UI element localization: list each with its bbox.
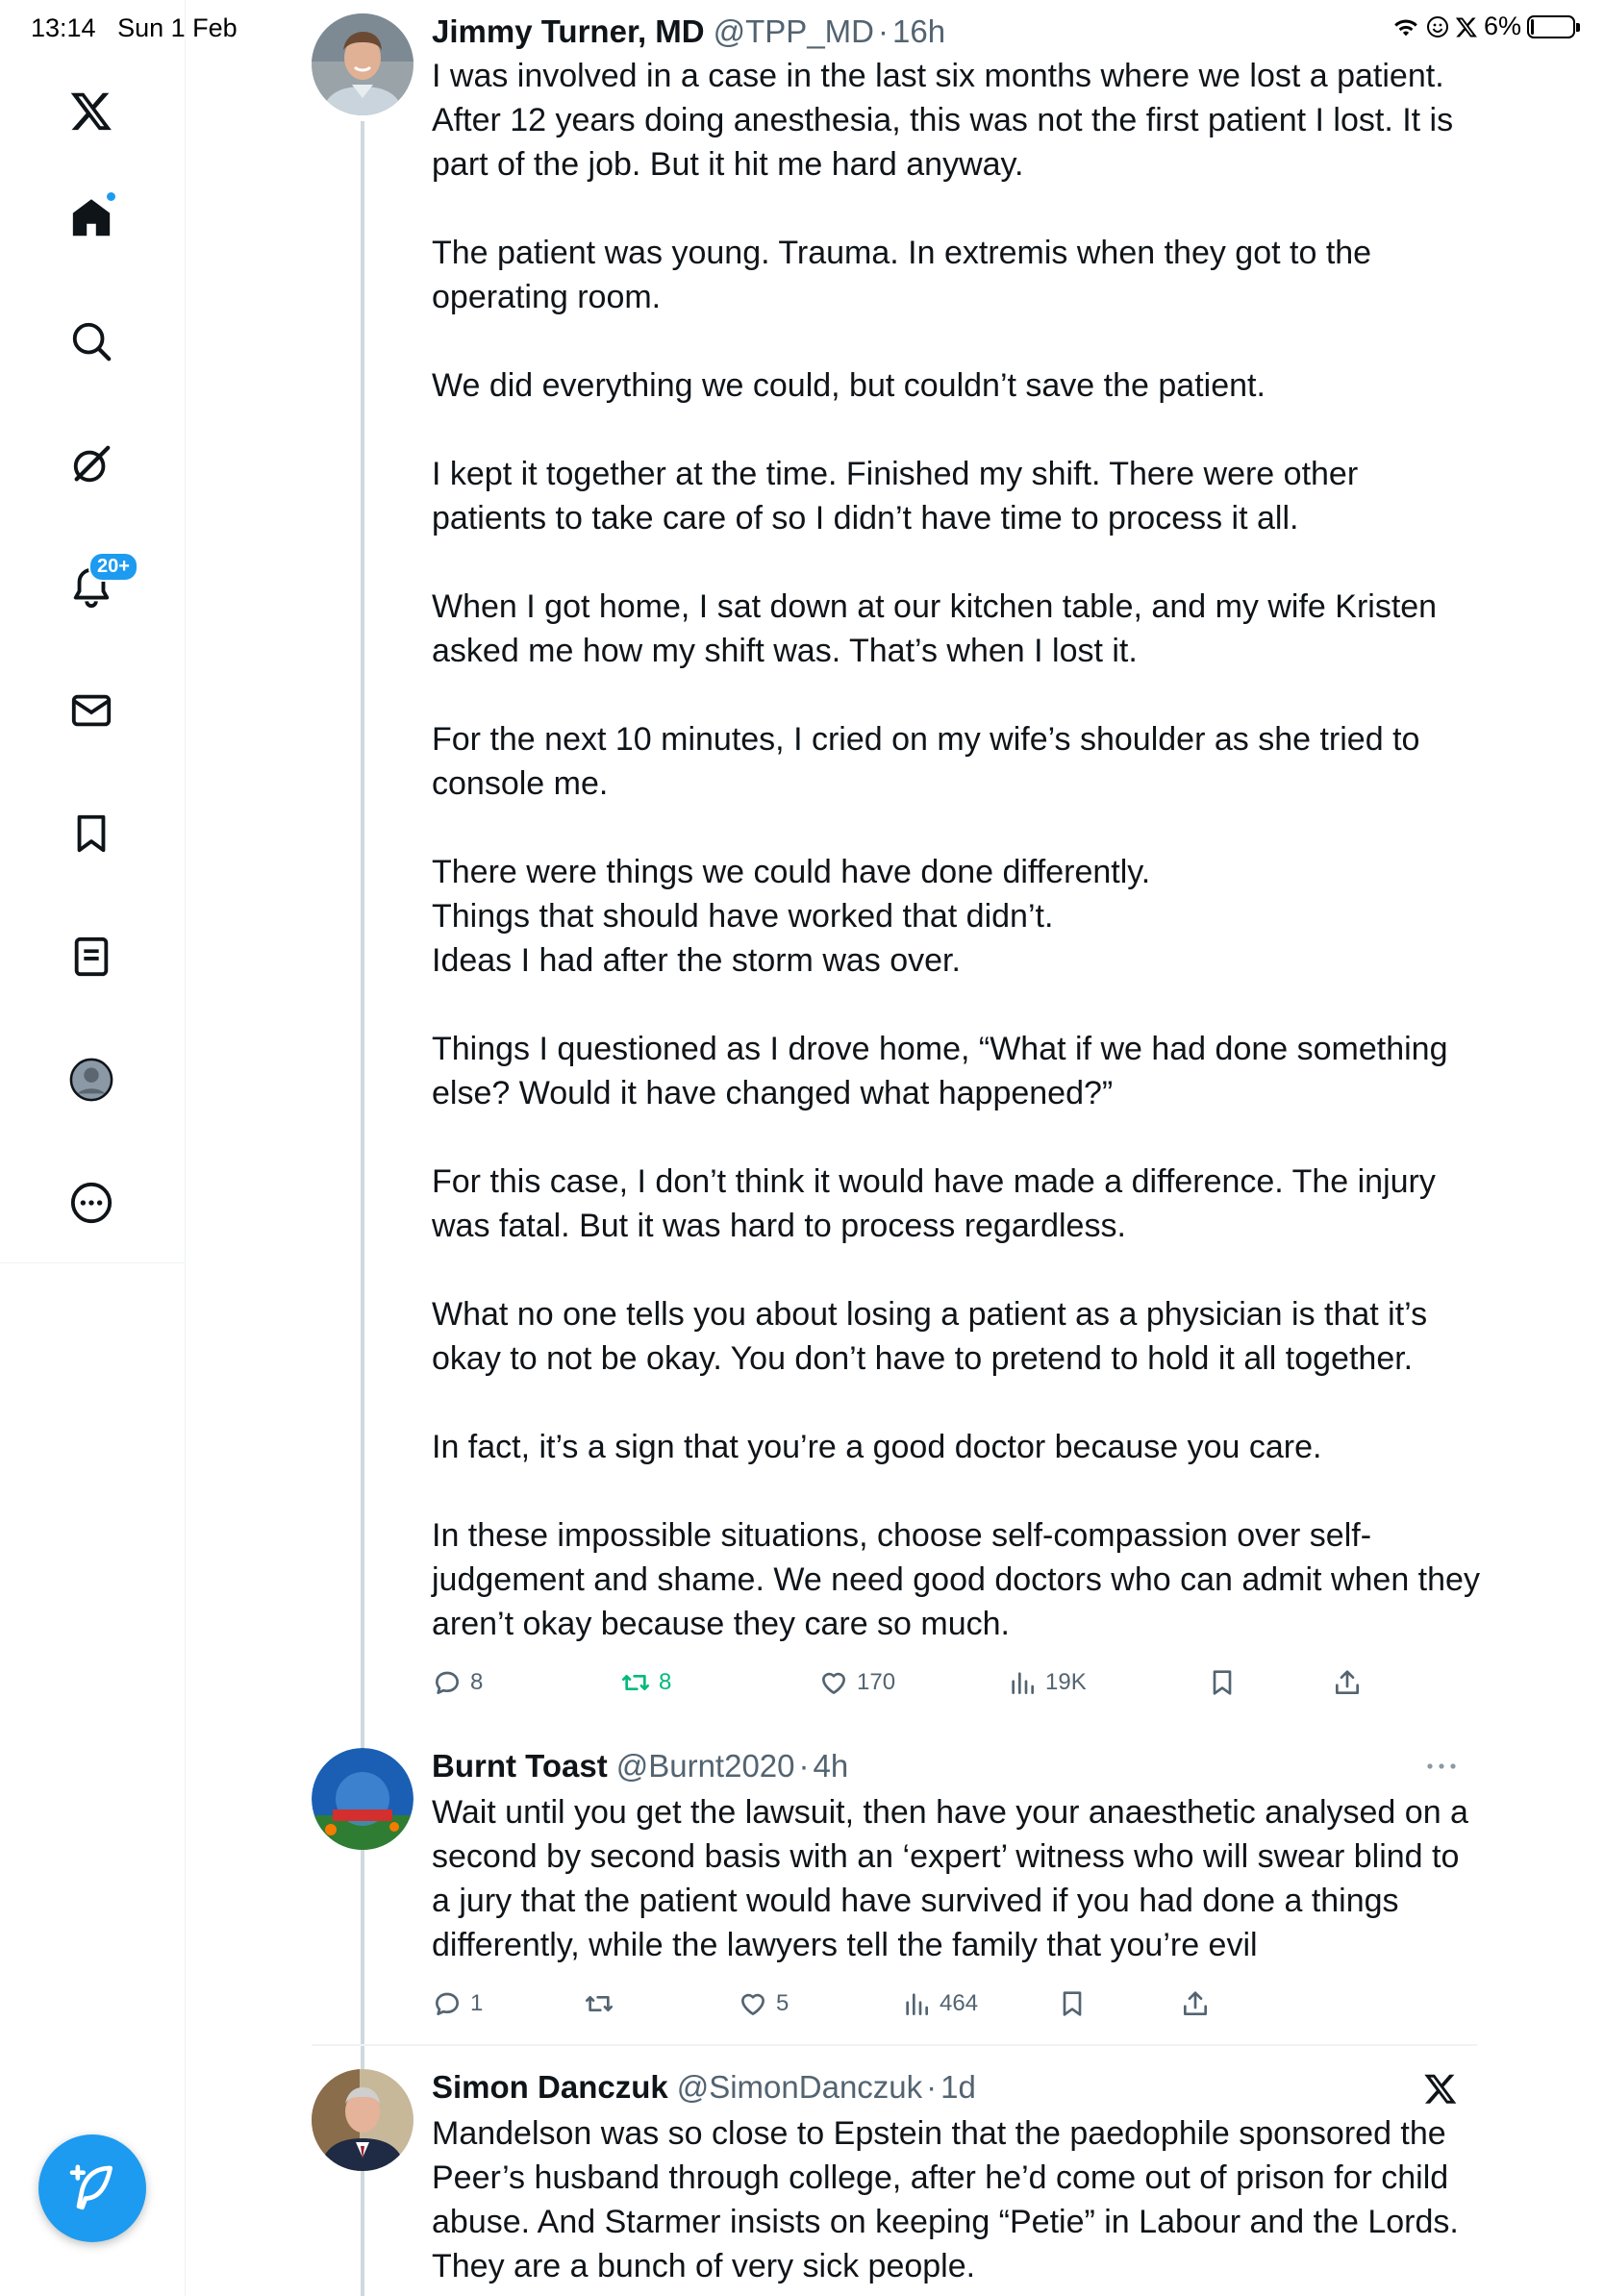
person-icon	[69, 1058, 113, 1102]
author-handle[interactable]: @TPP_MD	[713, 13, 874, 49]
sidebar	[0, 0, 186, 2296]
sidebar-item-messages[interactable]	[63, 683, 119, 738]
sidebar-divider	[0, 1262, 186, 1263]
ellipsis-circle-icon	[69, 1181, 113, 1225]
share-button[interactable]	[1332, 1667, 1363, 1698]
tweet-actions	[432, 1988, 1393, 2027]
tweet-header	[432, 13, 945, 52]
sidebar-item-home[interactable]	[63, 190, 119, 246]
tweet-text: I was involved in a case in the last six months where we lost a patient. After 12 years doing anesthesia, this was not the first patient I lost. It is part of the job. But it hit me hard anyway. The patient was young. Trauma. In extremis when they got to the operating room. We did everything we could, but couldn’t save the patient. I kept it together at the time. Finished my shift. There were other patients to take care of so I didn’t have time to process it all. When I got home, I sat down at our kitchen table, and my wife Kristen asked me how my shift was. That’s when I lost it. For the next 10 minutes, I cried on my wife’s shoulder as she tried to console me. There were things we could have done differently. Things that should have worked that didn’t. Ideas I had after the storm was over. Things I questioned as I drove home, “What if we had done something else? Would it have changed what happened?” For this case, I don’t think it would have made a difference. The injury was fatal. But it was hard to process regardless. What no one tells you about losing a patient as a physician is that it’s okay to not be okay. You don’t have to pretend to hold it all together. In fact, it’s a sign that you’re a good doctor because you care. In these impossible situations, choose self-compassion over self-judgement and shame. We need good doctors who can admit when they aren’t okay because they care so much.	[432, 58, 1480, 1642]
tweet-time[interactable]: 4h	[813, 1748, 849, 1784]
like-button[interactable]	[738, 1988, 789, 2019]
avatar[interactable]	[312, 13, 414, 115]
reply-count: 8	[470, 1669, 484, 1695]
list-icon	[69, 935, 113, 979]
sidebar-item-notifications[interactable]	[63, 556, 130, 615]
bookmark-button[interactable]	[1207, 1667, 1238, 1698]
avatar[interactable]	[312, 2069, 414, 2171]
views-chart-icon	[1007, 1667, 1038, 1698]
reply-button[interactable]	[432, 1988, 483, 2019]
author-name[interactable]: Jimmy Turner, MD	[432, 13, 705, 49]
battery-percent: 6%	[1483, 12, 1521, 40]
bookmark-icon	[1207, 1667, 1238, 1698]
tweet-time[interactable]: 1d	[940, 2069, 976, 2105]
sidebar-item-grok[interactable]	[63, 437, 119, 492]
share-icon	[1180, 1988, 1211, 2019]
repost-button[interactable]	[620, 1667, 671, 1698]
more-options-icon[interactable]	[1425, 1761, 1458, 1771]
heart-icon	[818, 1667, 849, 1698]
battery-icon	[1527, 15, 1575, 38]
tweet-text: Mandelson was so close to Epstein that the paedophile sponsored the Peer’s husband through college, after he’d come out of prison for child abuse. And Starmer insists on keeping “Petie” in Labour and the Lords. They are a bunch of very sick people.	[432, 2115, 1467, 2284]
reply-icon	[432, 1667, 463, 1698]
compose-feather-icon	[65, 2161, 119, 2215]
repost-icon	[620, 1667, 651, 1698]
separator: ·	[926, 2069, 938, 2105]
grok-icon	[69, 442, 113, 487]
views-button[interactable]	[1007, 1667, 1087, 1698]
tweet-divider	[312, 2044, 1477, 2046]
share-icon	[1332, 1667, 1363, 1698]
like-button[interactable]	[818, 1667, 895, 1698]
sidebar-item-more[interactable]	[63, 1175, 119, 1231]
sidebar-item-lists[interactable]	[63, 929, 119, 985]
clock: 13:14	[31, 13, 96, 42]
x-logo-icon[interactable]	[63, 83, 119, 138]
tweet-burnt-toast[interactable]	[312, 1748, 1477, 2036]
reply-icon	[432, 1988, 463, 2019]
separator: ·	[798, 1748, 810, 1784]
separator: ·	[878, 13, 889, 49]
tweet-simon-danczuk[interactable]	[312, 2069, 1477, 2296]
tweet-time[interactable]: 16h	[892, 13, 946, 49]
compose-button[interactable]	[38, 2134, 146, 2242]
sidebar-item-bookmarks[interactable]	[63, 806, 119, 861]
reply-button[interactable]	[432, 1667, 483, 1698]
like-count: 5	[776, 1990, 789, 2016]
home-unread-dot	[105, 190, 117, 203]
tweet-jimmy-turner[interactable]	[312, 13, 1480, 1725]
tweet-header	[432, 1748, 848, 1786]
x-logo-icon	[1423, 2071, 1458, 2106]
view-count: 19K	[1045, 1669, 1087, 1695]
tweet-text: Wait until you get the lawsuit, then have your anaesthetic analysed on a second by second basis with an ‘expert’ witness who will swear blind to a jury that the patient would have survived if you had done a things differently, while the lawyers tell the family that you’re evil	[432, 1794, 1478, 1963]
reply-count: 1	[470, 1990, 484, 2016]
views-chart-icon	[901, 1988, 932, 2019]
search-icon	[69, 319, 113, 363]
sidebar-item-search[interactable]	[63, 313, 119, 369]
tweet-actions	[432, 1667, 1393, 1706]
repost-icon	[584, 1988, 614, 2019]
repost-button[interactable]	[584, 1988, 614, 2019]
author-handle[interactable]: @SimonDanczuk	[676, 2069, 923, 2105]
envelope-icon	[69, 688, 113, 733]
bookmark-icon	[1057, 1988, 1088, 2019]
heart-icon	[738, 1988, 768, 2019]
author-handle[interactable]: @Burnt2020	[615, 1748, 795, 1784]
like-count: 170	[857, 1669, 896, 1695]
date: Sun 1 Feb	[117, 13, 238, 42]
avatar[interactable]	[312, 1748, 414, 1850]
author-name[interactable]: Burnt Toast	[432, 1748, 608, 1784]
view-count: 464	[940, 1990, 979, 2016]
bookmark-button[interactable]	[1057, 1988, 1088, 2019]
bookmark-icon	[69, 811, 113, 856]
repost-count: 8	[659, 1669, 672, 1695]
author-name[interactable]: Simon Danczuk	[432, 2069, 668, 2105]
notifications-badge: 20+	[88, 552, 138, 582]
tweet-header	[432, 2069, 976, 2108]
views-button[interactable]	[901, 1988, 978, 2019]
sidebar-item-profile[interactable]	[63, 1052, 119, 1108]
home-icon	[69, 196, 113, 240]
battery-level	[1531, 19, 1534, 35]
share-button[interactable]	[1180, 1988, 1211, 2019]
